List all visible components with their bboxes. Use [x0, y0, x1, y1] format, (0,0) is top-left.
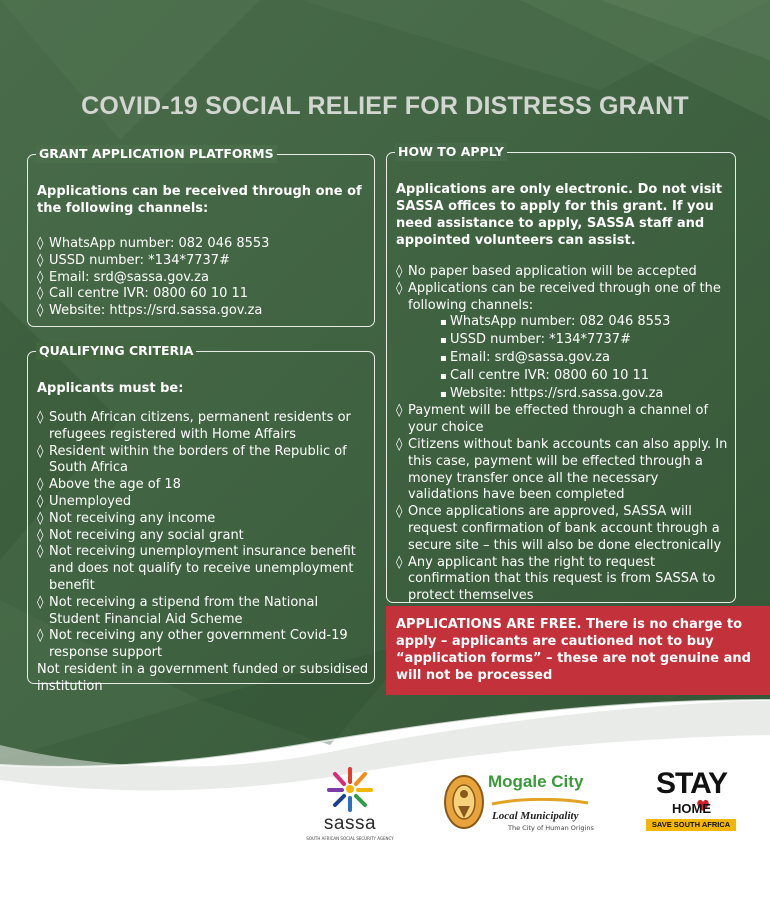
sassa-subtitle: SOUTH AFRICAN SOCIAL SECURITY AGENCY — [306, 836, 394, 841]
list-item: ◊ USSD number: *134*7737# — [37, 253, 372, 270]
criteria-heading: QUALIFYING CRITERIA — [36, 342, 196, 360]
stay-home-logo — [646, 768, 736, 838]
list-item: ◊ Email: srd@sassa.gov.za — [37, 270, 372, 287]
sub-list-item: ▪ WhatsApp number: 082 046 8553 — [440, 314, 731, 332]
list-item: Not resident in a government funded or subsidised institution — [37, 661, 369, 694]
list-item: ◊ No paper based application will be accepted — [396, 264, 731, 281]
list-item-text: Applications can be received through one of the following channels: — [408, 280, 721, 313]
list-item: ◊ Above the age of 18 — [37, 477, 371, 494]
list-item: ◊ South African citizens, permanent residents or refugees registered with Home Affairs — [37, 410, 371, 444]
list-item — [396, 281, 731, 404]
list-item: ◊ Not receiving unemployment insurance benefit and does not qualify to receive unemployment benefit — [37, 544, 371, 594]
list-item: ◊ Not receiving any other government Covid-19 response support — [37, 628, 371, 662]
list-item: ◊ Not receiving any income — [37, 511, 371, 528]
sassa-emblem-icon — [310, 763, 390, 815]
alert-lead: APPLICATIONS ARE FREE. — [396, 617, 582, 632]
mogale-tagline: The City of Human Origins — [508, 824, 594, 832]
sub-list-item: ▪ USSD number: *134*7737# — [440, 332, 731, 350]
list-item: ◊ Payment will be effected through a channel of your choice — [396, 403, 731, 437]
home-wordmark: HOME — [672, 801, 711, 816]
how-to-apply-intro: Applications are only electronic. Do not visit SASSA offices to apply for this grant. If you need assistance to apply, SASSA staff and appointed volunteers can assist. — [396, 182, 723, 248]
list-item: ◊ Call centre IVR: 0800 60 10 11 — [37, 286, 372, 303]
sub-list-item: ▪ Call centre IVR: 0800 60 10 11 — [440, 368, 731, 386]
page-title: COVID-19 SOCIAL RELIEF FOR DISTRESS GRANT — [81, 92, 689, 120]
criteria-list — [37, 410, 371, 696]
platforms-intro: Applications can be received through one of the following channels: — [37, 184, 362, 216]
mogale-city-logo — [442, 768, 592, 838]
list-item: ◊ Resident within the borders of the Republic of South Africa — [37, 444, 371, 478]
mogale-swoosh-icon — [490, 798, 590, 808]
list-item: ◊ Once applications are approved, SASSA will request confirmation of bank account through a secure site – this will also be done electronically — [396, 504, 731, 554]
list-item: ◊ Not receiving a stipend from the National Student Financial Aid Scheme — [37, 595, 371, 629]
mogale-subtitle: Local Municipality — [492, 810, 579, 822]
sassa-wordmark: sassa — [323, 813, 377, 834]
list-item: ◊ Citizens without bank accounts can also apply. In this case, payment will be effected through a money transfer once all the necessary validations have been completed — [396, 437, 731, 504]
sub-list-item: ▪ Email: srd@sassa.gov.za — [440, 350, 731, 368]
list-item: ◊ Unemployed — [37, 494, 371, 511]
platforms-heading: GRANT APPLICATION PLATFORMS — [36, 145, 277, 163]
save-south-africa-banner: SAVE SOUTH AFRICA — [646, 819, 736, 831]
sassa-logo — [306, 763, 394, 843]
criteria-intro: Applicants must be: — [37, 381, 184, 396]
how-to-apply-panel — [386, 144, 736, 604]
channel-sublist — [440, 314, 731, 403]
alert-text: There is no charge to apply – applicants are cautioned not to buy “application forms” – these are not genuine and will not be processed — [396, 617, 751, 683]
mogale-shield-icon — [442, 772, 486, 834]
list-item: ◊ Any applicant has the right to request confirmation that this request is from SASSA to protect themselves — [396, 555, 731, 605]
platforms-panel — [27, 146, 375, 327]
how-to-apply-list — [396, 264, 731, 605]
sub-list-item: ▪ Website: https://srd.sassa.gov.za — [440, 386, 731, 404]
mogale-wordmark: Mogale City — [488, 772, 584, 791]
list-item: ◊ WhatsApp number: 082 046 8553 — [37, 236, 372, 253]
how-to-apply-heading: HOW TO APPLY — [395, 143, 507, 161]
stay-wordmark: STAY — [656, 767, 728, 800]
free-applications-alert — [386, 606, 770, 695]
list-item: ◊ Website: https://srd.sassa.gov.za — [37, 303, 372, 320]
platforms-list — [37, 236, 372, 320]
criteria-panel — [27, 343, 375, 694]
list-item: ◊ Not receiving any social grant — [37, 528, 371, 545]
